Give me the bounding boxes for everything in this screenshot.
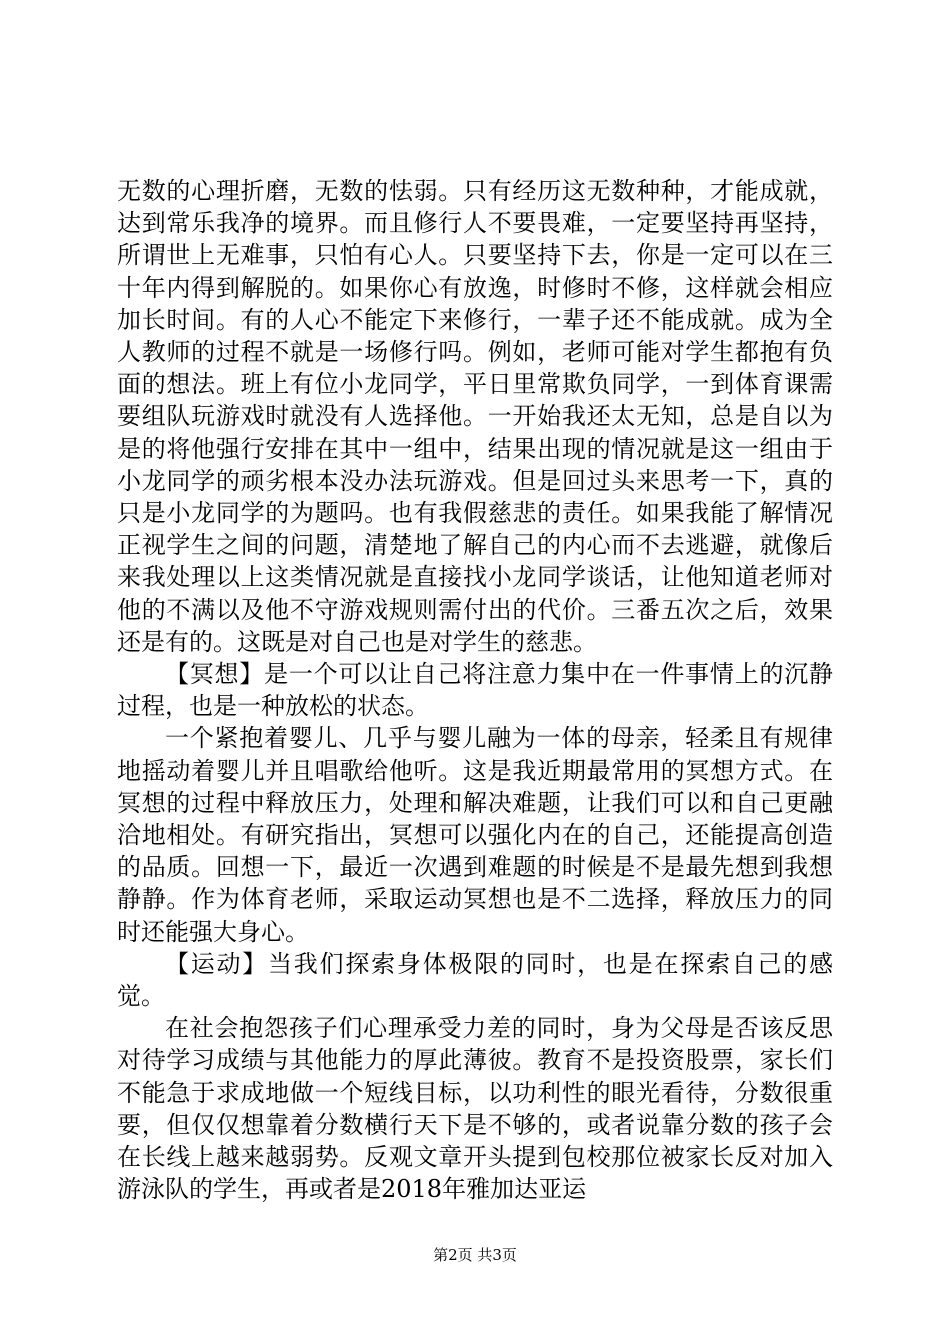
paragraph-5: 在社会抱怨孩子们心理承受力差的同时，身为父母是否该反思对待学习成绩与其他能力的厚此薄彼。教育不是投资股票，家长们不能急于求成地做一个短线目标，以功利性的眼光看待，分数很重要，但仅仅想靠着分数横行天下是不够的，或者说靠分数的孩子会在长线上越来越弱势。反观文章开头提到包校那位被家长反对加入游泳队的学生，再或者是2018年雅加达亚运 [117,1014,833,1204]
paragraph-2: 【冥想】是一个可以让自己将注意力集中在一件事情上的沉静过程，也是一种放松的状态。 [117,660,833,721]
page-number: 第2页 共3页 [433,1246,517,1264]
paragraph-1: 无数的心理折磨，无数的怯弱。只有经历这无数种种，才能成就，达到常乐我净的境界。而且修行人不要畏难，一定要坚持再坚持，所谓世上无难事，只怕有心人。只要坚持下去，你是一定可以在三十年内得到解脱的。如果你心有放逸，时修时不修，这样就会相应加长时间。有的人心不能定下来修行，一辈子还不能成就。成为全人教师的过程不就是一场修行吗。例如，老师可能对学生都抱有负面的想法。班上有位小龙同学，平日里常欺负同学，一到体育课需要组队玩游戏时就没有人选择他。一开始我还太无知，总是自以为是的将他强行安排在其中一组中，结果出现的情况就是这一组由于小龙同学的顽劣根本没办法玩游戏。但是回过头来思考一下，真的只是小龙同学的为题吗。也有我假慈悲的责任。如果我能了解情况正视学生之间的问题，清楚地了解自己的内心而不去逃避，就像后来我处理以上这类情况就是直接找小龙同学谈话，让他知道老师对他的不满以及他不守游戏规则需付出的代价。三番五次之后，效果还是有的。这既是对自己也是对学生的慈悲。 [117,177,833,656]
paragraph-3: 一个紧抱着婴儿、几乎与婴儿融为一体的母亲，轻柔且有规律地摇动着婴儿并且唱歌给他听。这是我近期最常用的冥想方式。在冥想的过程中释放压力，处理和解决难题，让我们可以和自己更融洽地相处。有研究指出，冥想可以强化内在的自己，还能提高创造的品质。回想一下，最近一次遇到难题的时候是不是最先想到我想静静。作为体育老师，采取运动冥想也是不二选择，释放压力的同时还能强大身心。 [117,724,833,946]
body-text [117,175,833,1206]
paragraph-4: 【运动】当我们探索身体极限的同时，也是在探索自己的感觉。 [117,949,833,1011]
page-footer [0,1245,950,1265]
